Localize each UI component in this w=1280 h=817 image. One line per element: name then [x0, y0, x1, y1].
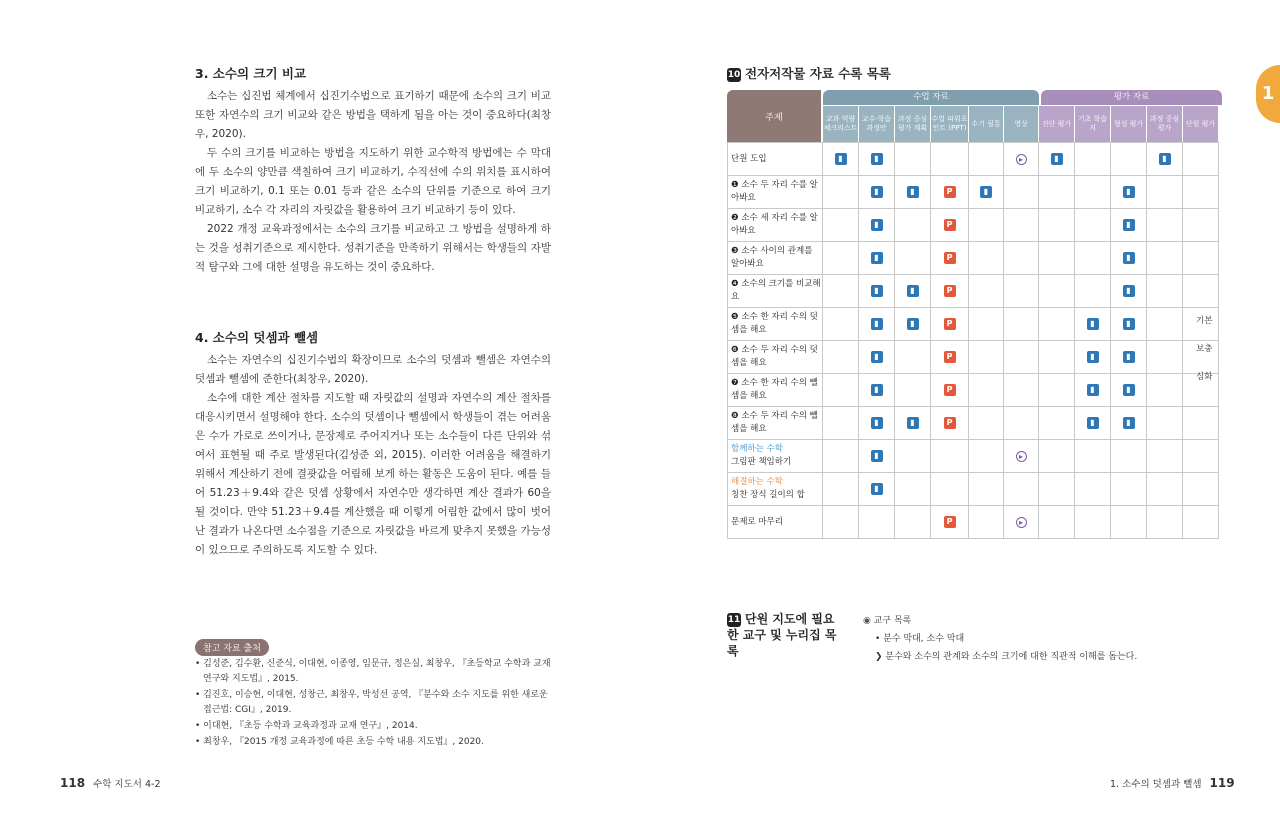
icon-cell	[931, 275, 969, 308]
topic-cell	[728, 506, 823, 539]
column-header: 단원 평가	[1183, 106, 1218, 142]
icon-cell	[1075, 209, 1111, 242]
table-row	[728, 341, 1219, 374]
tool-description: ❯ 분수와 소수의 관계와 소수의 크기에 대한 직관적 이해를 돕는다.	[875, 652, 1138, 662]
topic-label: 함께하는 수학	[731, 444, 783, 454]
icon-cell	[969, 176, 1004, 209]
icon-cell	[1075, 506, 1111, 539]
resource-file-icon[interactable]: ▮	[1159, 153, 1171, 165]
topic-label: ❶ 소수 두 자리 수를 알아봐요	[731, 180, 818, 203]
register-table	[727, 142, 1219, 539]
powerpoint-icon[interactable]: P	[944, 384, 956, 396]
icon-cell	[895, 209, 931, 242]
resource-file-icon[interactable]: ▮	[1123, 219, 1135, 231]
class-material-header: 수업 자료	[823, 90, 1039, 105]
tool-list-heading: ◉ 교구 목록	[863, 616, 912, 626]
topic-cell	[728, 407, 823, 440]
icon-cell	[895, 440, 931, 473]
icon-cell	[859, 506, 895, 539]
topic-sublabel: 그림판 책임하기	[731, 457, 792, 467]
icon-cell	[823, 242, 859, 275]
topic-cell	[728, 275, 823, 308]
icon-cell	[931, 506, 969, 539]
topic-cell	[728, 242, 823, 275]
powerpoint-icon[interactable]: P	[944, 516, 956, 528]
table-row	[728, 473, 1219, 506]
section-number-badge: 11	[727, 614, 741, 625]
column-header: 영상	[1004, 106, 1038, 142]
icon-cell	[1004, 407, 1039, 440]
icon-cell	[1039, 209, 1075, 242]
topic-cell	[728, 440, 823, 473]
icon-cell	[1183, 440, 1219, 473]
icon-cell	[823, 275, 859, 308]
icon-cell	[1183, 275, 1219, 308]
resource-file-icon[interactable]: ▮	[907, 417, 919, 429]
resource-file-icon[interactable]: ▮	[1123, 417, 1135, 429]
topic-label: 해결하는 수학	[731, 477, 783, 487]
icon-cell	[1111, 473, 1147, 506]
icon-cell	[823, 308, 859, 341]
icon-cell	[1183, 209, 1219, 242]
icon-cell	[931, 308, 969, 341]
icon-cell	[1075, 308, 1111, 341]
reference-item: • 이대현, 『초등 수학과 교육과정과 교재 연구』, 2014.	[195, 721, 418, 731]
icon-cell	[895, 275, 931, 308]
icon-cell	[1075, 341, 1111, 374]
icon-cell	[1147, 341, 1183, 374]
level-basic: 기본	[1196, 316, 1213, 326]
icon-cell	[1004, 341, 1039, 374]
column-header: 과정 중심 평가 계획	[895, 106, 930, 142]
icon-cell	[1147, 308, 1183, 341]
table-row	[728, 374, 1219, 407]
paragraph: 2022 개정 교육과정에서는 소수의 크기를 비교하고 그 방법을 설명하게 하는 것을 성취기준으로 제시한다. 성취기준을 만족하기 위해서는 학생들의 자발적 탐구와 그에 대한 설명을 유도하는 것이 중요하다.	[195, 223, 551, 273]
icon-cell	[1075, 407, 1111, 440]
register-table-header	[727, 90, 1222, 142]
icon-cell	[1111, 143, 1147, 176]
icon-cell	[931, 341, 969, 374]
icon-cell	[1111, 407, 1147, 440]
page-number: 118	[60, 776, 86, 790]
icon-cell	[1075, 143, 1111, 176]
icon-cell	[1147, 275, 1183, 308]
icon-cell	[1039, 341, 1075, 374]
section-4-body	[195, 351, 551, 560]
section-number-badge: 10	[727, 69, 741, 80]
resource-file-icon[interactable]: ▮	[907, 285, 919, 297]
icon-cell	[931, 374, 969, 407]
icon-cell	[969, 275, 1004, 308]
paragraph: 소수는 십진법 체계에서 십진기수법으로 표기하기 때문에 소수의 크기 비교 또한 자연수의 크기 비교와 같은 방법을 택하게 됨을 아는 것이 중요하다(최창우, 2020).	[195, 90, 551, 140]
powerpoint-icon[interactable]: P	[944, 252, 956, 264]
section-11-title: 11 단원 지도에 필요한 교구 및 누리집 목록	[727, 612, 837, 658]
topic-cell	[728, 341, 823, 374]
icon-cell	[969, 341, 1004, 374]
resource-file-icon[interactable]: ▮	[871, 351, 883, 363]
table-row	[728, 506, 1219, 539]
paragraph: 두 수의 크기를 비교하는 방법을 지도하기 위한 교수학적 방법에는 수 막대에 두 소수의 양만큼 색칠하여 크기 비교하기, 수직선에 수의 위치를 표시하여 크기 비교하기, 0.1 또는 0.01 등과 같은 소수의 단위를 기준으로 하여 크기 비교하기, 소수 각 자리의 자릿값을 활용하여 크기 비교하기 등이 있다.	[195, 147, 551, 216]
powerpoint-icon[interactable]: P	[944, 186, 956, 198]
icon-cell	[1075, 242, 1111, 275]
icon-cell	[1147, 473, 1183, 506]
tool-item: • 분수 막대, 소수 막대	[875, 634, 965, 644]
topic-cell	[728, 473, 823, 506]
icon-cell	[931, 242, 969, 275]
icon-cell	[1039, 242, 1075, 275]
topic-label: ❹ 소수의 크기를 비교해요	[731, 279, 821, 302]
icon-cell	[823, 341, 859, 374]
book-title: 수학 지도서 4-2	[93, 779, 161, 790]
icon-cell	[823, 407, 859, 440]
powerpoint-icon[interactable]: P	[944, 219, 956, 231]
icon-cell	[859, 209, 895, 242]
icon-cell	[1039, 440, 1075, 473]
topic-label: ❼ 소수 한 자리 수의 뺄셈을 해요	[731, 378, 818, 401]
icon-cell	[859, 275, 895, 308]
resource-file-icon[interactable]: ▮	[1123, 351, 1135, 363]
icon-cell	[969, 440, 1004, 473]
icon-cell	[969, 308, 1004, 341]
topic-label: ❷ 소수 세 자리 수를 알아봐요	[731, 213, 818, 236]
reference-item: • 김성준, 김수환, 신준식, 이대현, 이종영, 임문규, 정은실, 최창우, 『초등학교 수학과 교재 연구와 지도법』, 2015.	[195, 659, 551, 684]
circle-bullet-icon: ◉	[863, 616, 871, 626]
resource-file-icon[interactable]: ▮	[871, 219, 883, 231]
icon-cell	[969, 407, 1004, 440]
icon-cell	[823, 506, 859, 539]
icon-cell	[895, 407, 931, 440]
table-row	[728, 209, 1219, 242]
evaluation-material-header: 평가 자료	[1041, 90, 1222, 105]
level-advanced: 심화	[1196, 372, 1213, 382]
icon-cell	[931, 407, 969, 440]
icon-cell	[931, 209, 969, 242]
section-10-title: 10 전자저작물 자료 수록 목록	[727, 66, 891, 81]
icon-cell	[895, 242, 931, 275]
column-header: 형성 평가	[1111, 106, 1146, 142]
icon-cell	[1075, 275, 1111, 308]
icon-cell	[859, 473, 895, 506]
resource-file-icon[interactable]: ▮	[1087, 417, 1099, 429]
icon-cell	[931, 473, 969, 506]
column-header: 수업 파워포인트 (PPT)	[931, 106, 968, 142]
table-row	[728, 407, 1219, 440]
resource-file-icon[interactable]: ▮	[1123, 384, 1135, 396]
table-row	[728, 275, 1219, 308]
icon-cell	[1004, 473, 1039, 506]
resource-file-icon[interactable]: ▮	[1123, 252, 1135, 264]
icon-cell	[1147, 242, 1183, 275]
topic-label: 문제로 마무리	[731, 516, 783, 527]
arrow-icon: ❯	[875, 652, 883, 662]
icon-cell	[1004, 506, 1039, 539]
icon-cell	[1183, 143, 1219, 176]
topic-cell	[728, 209, 823, 242]
icon-cell	[969, 209, 1004, 242]
table-row	[728, 440, 1219, 473]
icon-cell	[1111, 242, 1147, 275]
icon-cell	[1004, 275, 1039, 308]
icon-cell	[823, 473, 859, 506]
section-4-title: 4. 소수의 덧셈과 뺄셈	[195, 330, 319, 345]
resource-file-icon[interactable]: ▮	[871, 153, 883, 165]
icon-cell	[859, 440, 895, 473]
tool-list	[863, 612, 1137, 666]
resource-file-icon[interactable]: ▮	[835, 153, 847, 165]
icon-cell	[931, 143, 969, 176]
icon-cell	[1147, 143, 1183, 176]
column-header: 진단 평가	[1039, 106, 1074, 142]
icon-cell	[1039, 407, 1075, 440]
icon-cell	[1039, 374, 1075, 407]
icon-cell	[1183, 242, 1219, 275]
icon-cell	[1111, 374, 1147, 407]
topic-sublabel: 칭찬 장식 길이의 합	[731, 490, 805, 500]
reference-badge: 참고 자료 출처	[195, 636, 269, 656]
level-labels	[1196, 307, 1212, 391]
video-icon[interactable]: ▸	[1016, 154, 1027, 165]
resource-file-icon[interactable]: ▮	[1123, 285, 1135, 297]
icon-cell	[1039, 308, 1075, 341]
icon-cell	[1004, 308, 1039, 341]
icon-cell	[1111, 209, 1147, 242]
resource-file-icon[interactable]: ▮	[871, 318, 883, 330]
resource-file-icon[interactable]: ▮	[871, 417, 883, 429]
column-header: 교과 역량 체크리스트	[823, 106, 858, 142]
resource-file-icon[interactable]: ▮	[1087, 351, 1099, 363]
icon-cell	[1147, 176, 1183, 209]
icon-cell	[1147, 440, 1183, 473]
table-row	[728, 242, 1219, 275]
icon-cell	[1039, 473, 1075, 506]
powerpoint-icon[interactable]: P	[944, 351, 956, 363]
topic-cell	[728, 308, 823, 341]
icon-cell	[859, 143, 895, 176]
icon-cell	[969, 473, 1004, 506]
icon-cell	[1111, 275, 1147, 308]
icon-cell	[823, 143, 859, 176]
icon-cell	[1111, 440, 1147, 473]
table-row	[728, 308, 1219, 341]
section-3-title: 3. 소수의 크기 비교	[195, 66, 307, 81]
topic-label: ❻ 소수 두 자리 수의 덧셈을 해요	[731, 345, 818, 368]
icon-cell	[969, 242, 1004, 275]
icon-cell	[1004, 176, 1039, 209]
icon-cell	[1039, 143, 1075, 176]
powerpoint-icon[interactable]: P	[944, 285, 956, 297]
page-number: 119	[1209, 776, 1235, 790]
topic-cell	[728, 143, 823, 176]
icon-cell	[1004, 374, 1039, 407]
table-row	[728, 143, 1219, 176]
resource-file-icon[interactable]: ▮	[871, 483, 883, 495]
icon-cell	[895, 341, 931, 374]
icon-cell	[969, 143, 1004, 176]
resource-file-icon[interactable]: ▮	[1087, 318, 1099, 330]
icon-cell	[859, 308, 895, 341]
icon-cell	[1039, 506, 1075, 539]
resource-file-icon[interactable]: ▮	[871, 285, 883, 297]
icon-cell	[1004, 242, 1039, 275]
column-header: 기초 학습지	[1075, 106, 1110, 142]
icon-cell	[1183, 473, 1219, 506]
icon-cell	[1111, 308, 1147, 341]
icon-cell	[823, 440, 859, 473]
topic-label: 단원 도입	[731, 153, 767, 164]
icon-cell	[1075, 440, 1111, 473]
resource-file-icon[interactable]: ▮	[1123, 186, 1135, 198]
icon-cell	[1004, 440, 1039, 473]
paragraph: 소수에 대한 계산 절차를 지도할 때 자릿값의 설명과 자연수의 계산 절차를 대응시키면서 설명해야 한다. 소수의 덧셈이나 뺄셈에서 학생들이 겪는 어려움은 수가 가로로 쓰이거나, 문장제로 주어지거나 또는 소수들이 다른 단위와 섞여서 표현될 때 주로 발생된다(김성준 외, 2015). 이러한 어려움을 해결하기 위해서 계산하기 전에 결괏값을 어림해 보게 하는 활동은 도움이 된다. 예를 들어 51.23＋9.4와 같은 덧셈 상황에서 자연수만 생각하면 계산 결과가 60을 될 것이다. 만약 51.23＋9.4를 계산했을 때 이렇게 어림한 값에서 많이 벗어난 결과가 나온다면 소수점을 기준으로 자릿값을 바르게 맞추지 못했을 가능성이 있으므로 주의하도록 지도할 수 있다.	[195, 392, 551, 556]
video-icon[interactable]: ▸	[1016, 451, 1027, 462]
powerpoint-icon[interactable]: P	[944, 318, 956, 330]
icon-cell	[1147, 209, 1183, 242]
resource-file-icon[interactable]: ▮	[907, 186, 919, 198]
footer-left	[60, 776, 161, 790]
icon-cell	[859, 242, 895, 275]
icon-cell	[895, 473, 931, 506]
icon-cell	[895, 506, 931, 539]
icon-cell	[1111, 341, 1147, 374]
resource-file-icon[interactable]: ▮	[1123, 318, 1135, 330]
section-3-body	[195, 87, 551, 277]
icon-cell	[859, 374, 895, 407]
footer-right	[1110, 776, 1235, 790]
topic-label: ❽ 소수 두 자리 수의 뺄셈을 해요	[731, 411, 818, 434]
resource-file-icon[interactable]: ▮	[871, 384, 883, 396]
icon-cell	[1075, 473, 1111, 506]
icon-cell	[859, 176, 895, 209]
icon-cell	[859, 341, 895, 374]
resource-file-icon[interactable]: ▮	[871, 252, 883, 264]
unit-title: 1. 소수의 덧셈과 뺄셈	[1110, 779, 1202, 790]
icon-cell	[1075, 374, 1111, 407]
icon-cell	[1039, 275, 1075, 308]
icon-cell	[1147, 506, 1183, 539]
icon-cell	[1111, 176, 1147, 209]
icon-cell	[931, 176, 969, 209]
icon-cell	[1183, 506, 1219, 539]
icon-cell	[1147, 407, 1183, 440]
icon-cell	[1004, 143, 1039, 176]
video-icon[interactable]: ▸	[1016, 517, 1027, 528]
icon-cell	[895, 143, 931, 176]
column-header: 교수·학습 과정안	[859, 106, 894, 142]
chapter-tab: 1	[1256, 65, 1280, 123]
topic-header: 주제	[727, 90, 821, 142]
resource-file-icon[interactable]: ▮	[907, 318, 919, 330]
powerpoint-icon[interactable]: P	[944, 417, 956, 429]
topic-label: ❸ 소수 사이의 관계를 알아봐요	[731, 246, 813, 269]
topic-cell	[728, 374, 823, 407]
icon-cell	[1039, 176, 1075, 209]
column-header: 수기 필통	[969, 106, 1003, 142]
resource-file-icon[interactable]: ▮	[871, 450, 883, 462]
table-row	[728, 176, 1219, 209]
icon-cell	[895, 176, 931, 209]
icon-cell	[1111, 506, 1147, 539]
icon-cell	[895, 374, 931, 407]
icon-cell	[823, 209, 859, 242]
icon-cell	[823, 176, 859, 209]
reference-item: • 김진호, 이승현, 이대현, 성창근, 최창우, 박성선 공역, 『분수와 소수 지도를 위한 새로운 접근법: CGI』, 2019.	[195, 690, 548, 715]
resource-file-icon[interactable]: ▮	[980, 186, 992, 198]
resource-file-icon[interactable]: ▮	[871, 186, 883, 198]
icon-cell	[1075, 176, 1111, 209]
icon-cell	[969, 506, 1004, 539]
icon-cell	[859, 407, 895, 440]
resource-file-icon[interactable]: ▮	[1051, 153, 1063, 165]
icon-cell	[969, 374, 1004, 407]
reference-list	[195, 657, 551, 751]
column-header: 과정 중심 평가	[1147, 106, 1182, 142]
icon-cell	[1183, 407, 1219, 440]
paragraph: 소수는 자연수의 십진기수법의 확장이므로 소수의 덧셈과 뺄셈은 자연수의 덧셈과 뺄셈에 준한다(최창우, 2020).	[195, 354, 551, 385]
reference-item: • 최창우, 『2015 개정 교육과정에 따른 초등 수학 내용 지도법』, 2020.	[195, 737, 484, 747]
level-supplement: 보충	[1196, 344, 1213, 354]
topic-cell	[728, 176, 823, 209]
icon-cell	[895, 308, 931, 341]
icon-cell	[1147, 374, 1183, 407]
icon-cell	[1004, 209, 1039, 242]
resource-file-icon[interactable]: ▮	[1087, 384, 1099, 396]
topic-label: ❺ 소수 한 자리 수의 덧셈을 해요	[731, 312, 818, 335]
icon-cell	[1183, 176, 1219, 209]
icon-cell	[931, 440, 969, 473]
icon-cell	[823, 374, 859, 407]
